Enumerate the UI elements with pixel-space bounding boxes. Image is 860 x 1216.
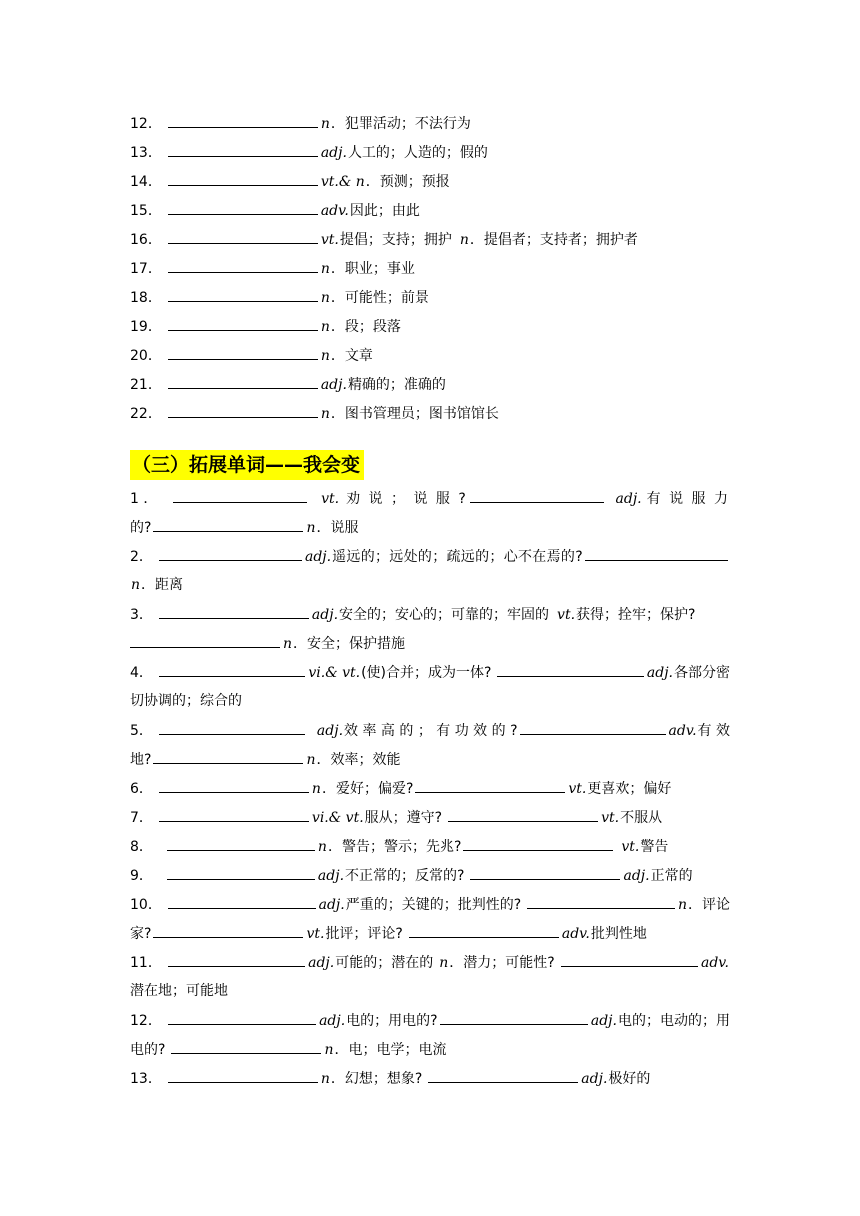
part-of-speech: adv. [561,926,590,942]
item-number: 19． [130,319,162,335]
part-of-speech: n [320,290,330,306]
answer-blank[interactable] [168,894,316,909]
answer-blank[interactable] [168,229,318,244]
meaning: (使)合并；成为一体? [361,665,492,681]
item-number: 16． [130,232,162,248]
meaning: 有 效 [697,723,730,739]
meaning: ．说服 [316,520,359,536]
answer-blank[interactable] [527,894,675,909]
vocab-item [130,142,730,162]
meaning: 极好的 [608,1071,651,1087]
meaning: 劝 说 ； 说 服 ? [346,491,468,507]
part-of-speech: vt. [321,491,340,507]
part-of-speech: adj. [319,1013,346,1029]
item-number: 2． [130,549,153,565]
part-of-speech: n [439,955,449,971]
answer-blank[interactable] [520,720,666,735]
answer-blank[interactable] [448,807,598,822]
part-of-speech: adj. [615,491,642,507]
answer-blank[interactable] [159,604,309,619]
item-number: 9． [130,868,153,884]
item-13-line [130,1068,730,1088]
meaning: 警告 [640,839,669,855]
vocab-item [130,113,730,133]
meaning: ．爱好；偏爱? [321,781,414,797]
answer-blank[interactable] [428,1068,578,1083]
item-12-line-1 [130,1010,730,1030]
answer-blank[interactable] [168,403,318,418]
item-11-line-2 [130,981,730,1001]
part-of-speech: adj. [320,377,347,393]
item-9-line [130,865,730,885]
meaning: 严重的；关键的；批判性的? [345,897,522,913]
meaning: ．评论 [688,897,730,913]
item-number: 12． [130,116,162,132]
part-of-speech: adj. [317,868,345,884]
answer-blank[interactable] [167,865,315,880]
item-3-line-2 [130,633,730,653]
item-12-line-2 [130,1039,730,1059]
part-of-speech: adj. [304,549,332,565]
meaning: 遥远的；远处的；疏远的；心不在焉的? [332,549,583,565]
item-number: 10． [130,897,162,913]
item-5-line-1 [130,720,730,740]
meaning: ．文章 [330,348,373,364]
meaning: 服从；遵守? [364,810,443,826]
meaning: ．潜力；可能性? [449,955,555,971]
answer-blank[interactable] [168,171,318,186]
part-of-speech: adj. [320,145,347,161]
meaning: 不正常的；反常的? [345,868,465,884]
part-of-speech: n [320,261,330,277]
part-of-speech: n [320,116,330,132]
item-number: 6． [130,781,153,797]
part-of-speech: adj. [646,665,673,681]
answer-blank[interactable] [470,865,620,880]
part-of-speech: n [306,752,316,768]
part-of-speech: n [459,232,469,248]
item-number: 12． [130,1013,162,1029]
vocab-item [130,287,730,307]
answer-blank[interactable] [159,807,309,822]
answer-blank[interactable] [561,952,698,967]
part-of-speech: n [320,1071,330,1087]
item-4-line-2 [130,691,730,711]
meaning: 潜在地；可能地 [130,983,228,999]
meaning: 有 说 服 力 [646,491,730,507]
meaning: ．段；段落 [330,319,401,335]
item-number: 15． [130,203,162,219]
answer-blank[interactable] [167,836,315,851]
item-number: 5． [130,723,153,739]
meaning: 地? [130,752,152,768]
answer-blank[interactable] [159,778,309,793]
meaning: 获得；拴牢；保护? [576,607,696,623]
meaning: 批评；评论? [325,926,403,942]
part-of-speech: vt. [557,607,576,623]
answer-blank[interactable] [173,488,307,503]
item-10-line-2 [130,923,730,943]
part-of-speech: adj. [581,1071,608,1087]
answer-blank[interactable] [153,923,303,938]
part-of-speech: n [320,406,330,422]
part-of-speech: n [283,636,293,652]
part-of-speech: n [306,520,316,536]
part-of-speech: adv. [700,955,729,971]
part-of-speech: adv. [320,203,349,219]
answer-blank[interactable] [159,720,305,735]
vocab-item [130,316,730,336]
answer-blank[interactable] [409,923,559,938]
part-of-speech: n [320,319,330,335]
item-6-line [130,778,730,798]
meaning: ．幻想；想象? [330,1071,423,1087]
answer-blank[interactable] [463,836,613,851]
part-of-speech: adj. [308,955,335,971]
answer-blank[interactable] [159,546,302,561]
item-1-line-1 [130,488,730,508]
meaning: ．安全；保护措施 [293,636,406,652]
item-number: 14． [130,174,162,190]
meaning: ．距离 [141,577,184,593]
meaning: 效 率 高 的 ； 有 功 效 的 ? [344,723,518,739]
meaning: 各部分密 [674,665,730,681]
item-8-line [130,836,730,856]
meaning: 不服从 [620,810,663,826]
section-3-heading: （三）拓展单词——我会变 [130,450,364,480]
meaning: 切协调的；综合的 [130,693,242,709]
vocab-item [130,200,730,220]
answer-blank[interactable] [168,113,318,128]
answer-blank[interactable] [168,374,318,389]
part-of-speech: vt.& n [320,174,365,190]
meaning: ．犯罪活动；不法行为 [330,116,471,132]
vocab-item [130,171,730,191]
answer-blank[interactable] [130,633,280,648]
item-number: 13． [130,1071,162,1087]
answer-blank[interactable] [168,345,318,360]
item-3-line-1 [130,604,730,624]
answer-blank[interactable] [168,316,318,331]
answer-blank[interactable] [497,662,643,677]
item-11-line-1 [130,952,730,972]
meaning: ．警告；警示；先兆? [327,839,462,855]
part-of-speech: vt. [306,926,325,942]
answer-blank[interactable] [153,749,303,764]
item-number: 8． [130,839,153,855]
meaning: ．预测；预报 [365,174,450,190]
meaning: ．电；电学；电流 [334,1042,447,1058]
answer-blank[interactable] [168,952,305,967]
meaning: 电的；用电的? [346,1013,438,1029]
answer-blank[interactable] [470,488,604,503]
part-of-speech: vt. [601,810,620,826]
part-of-speech: adj. [623,868,650,884]
part-of-speech: n [131,577,141,593]
part-of-speech: n [317,839,327,855]
answer-blank[interactable] [171,1039,321,1054]
item-number: 21． [130,377,162,393]
answer-blank[interactable] [440,1010,588,1025]
answer-blank[interactable] [168,142,318,157]
item-number: 18． [130,290,162,306]
meaning: 提倡；支持；拥护 [339,232,452,248]
answer-blank[interactable] [168,258,318,273]
part-of-speech: vt. [621,839,640,855]
part-of-speech: adj. [590,1013,617,1029]
part-of-speech: adv. [668,723,697,739]
meaning: 批判性地 [590,926,647,942]
part-of-speech: adj. [311,607,339,623]
vocab-item [130,374,730,394]
item-number: 3． [130,607,153,623]
item-1-line-2 [130,517,730,537]
meaning: 家? [130,926,152,942]
part-of-speech: n [324,1042,334,1058]
part-of-speech: vi.& vt. [311,810,364,826]
item-10-line-1 [130,894,730,914]
meaning: 精确的；准确的 [347,377,446,393]
item-7-line [130,807,730,827]
vocab-item [130,345,730,365]
meaning: ．可能性；前景 [330,290,429,306]
answer-blank[interactable] [168,287,318,302]
meaning: ．效率；效能 [316,752,401,768]
meaning: 正常的 [650,868,693,884]
vocab-item [130,403,730,423]
item-4-line-1 [130,662,730,682]
meaning: 人工的；人造的；假的 [347,145,488,161]
meaning: ．职业；事业 [330,261,415,277]
part-of-speech: n [311,781,321,797]
part-of-speech: vt. [568,781,587,797]
item-number: 7． [130,810,153,826]
meaning: 可能的；潜在的 [335,955,434,971]
meaning: 电的? [130,1042,166,1058]
part-of-speech: adj. [318,897,345,913]
vocab-item [130,229,730,249]
part-of-speech: n [320,348,330,364]
vocab-item [130,258,730,278]
item-number: 20． [130,348,162,364]
meaning: 更喜欢；偏好 [587,781,672,797]
part-of-speech: vi.& vt. [308,665,361,681]
item-number: 17． [130,261,162,277]
answer-blank[interactable] [168,1068,318,1083]
item-2-line-2 [130,575,730,595]
answer-blank[interactable] [168,1010,316,1025]
meaning: 的? [130,520,152,536]
item-number: 1 ． [130,491,158,507]
answer-blank[interactable] [168,200,318,215]
item-number: 13． [130,145,162,161]
meaning: 电的；电动的；用 [617,1013,730,1029]
item-number: 22． [130,406,162,422]
item-2-line-1 [130,546,730,566]
item-5-line-2 [130,749,730,769]
meaning: ．提倡者；支持者；拥护者 [469,232,638,248]
part-of-speech: adj. [316,723,344,739]
meaning: 安全的；安心的；可靠的；牢固的 [339,607,550,623]
item-number: 4． [130,665,153,681]
answer-blank[interactable] [159,662,305,677]
answer-blank[interactable] [585,546,728,561]
part-of-speech: n [677,897,687,913]
answer-blank[interactable] [415,778,565,793]
meaning: 因此；由此 [349,203,420,219]
item-number: 11． [130,955,162,971]
part-of-speech: vt. [320,232,339,248]
answer-blank[interactable] [153,517,303,532]
meaning: ．图书管理员；图书馆馆长 [330,406,499,422]
